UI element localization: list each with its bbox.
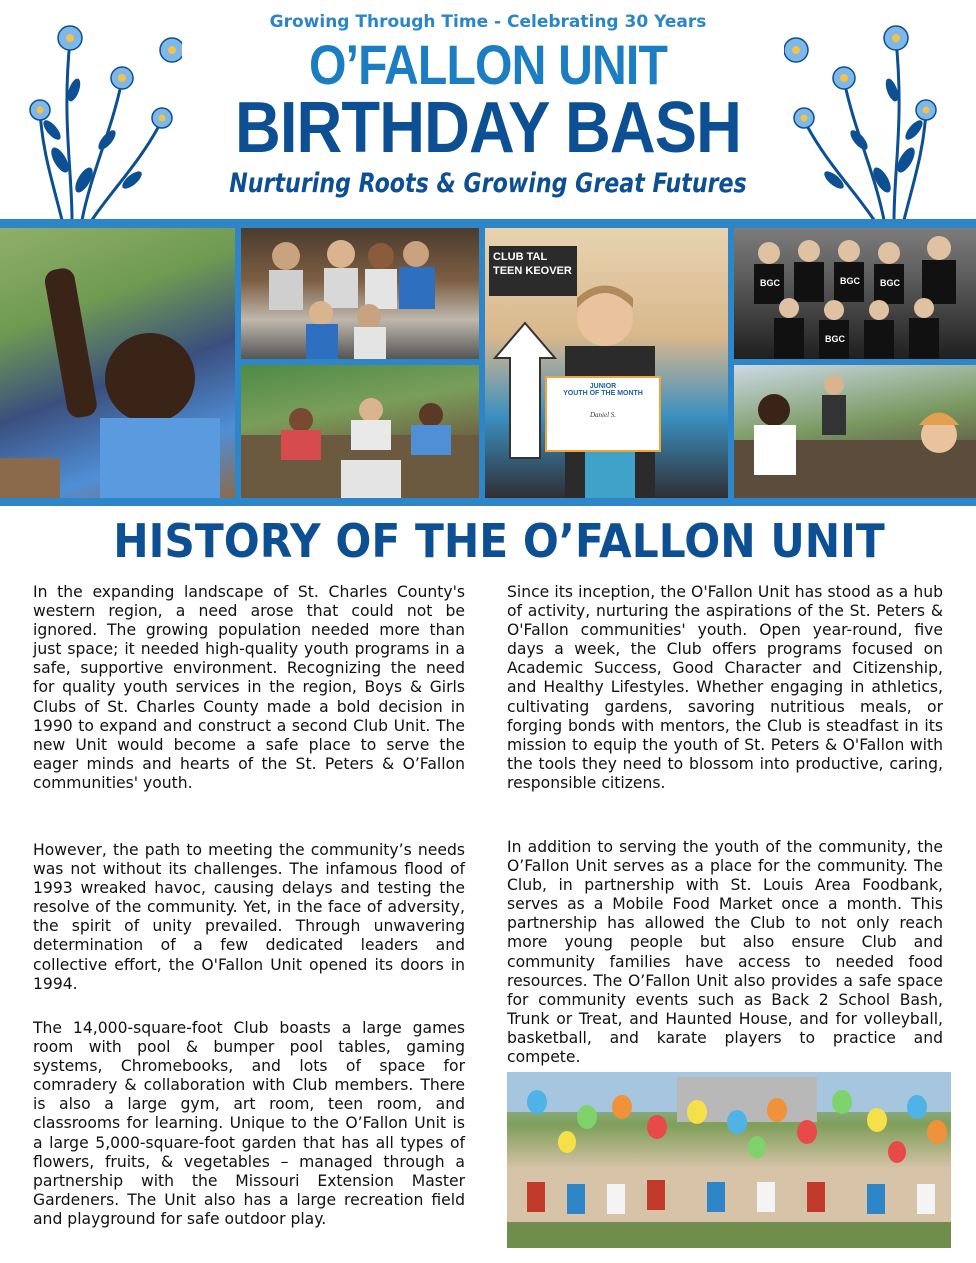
right-paragraph-1: Since its inception, the O'Fallon Unit has stood as a hub of activity, nurturing the aspirations of the St. Peters & O'Fallon communities' youth. Open year-round, five days a week, the Club offers programs focused on Academic Success, Good Character and Citizenship, and Healthy Lifestyles. Whether engaging in athletics, cultivating gardens, savoring nutritious meals, or forging bonds with mentors, the Club is steadfast in its mission to equip the youth of St. Peters & O'Fallon with the tools they need to blossom into productive, caring, responsible citizens. (507, 583, 943, 792)
event-title: BIRTHDAY BASH (234, 88, 742, 168)
photo-team-bgc (734, 228, 976, 359)
photo-balloon-release (507, 1072, 951, 1248)
unit-title: O’FALLON UNIT (308, 33, 668, 96)
photo-group-kids (241, 228, 479, 359)
left-paragraph-2: However, the path to meeting the community’s needs was not without its challenges. The infamous flood of 1993 wreaked havoc, causing delays and testing the resolve of the community. Yet, in the face of adversity, the spirit of unity prevailed. Through unwavering determination of a few dedicated leaders and collective effort, the O'Fallon Unit opened its doors in 1994. (33, 841, 465, 993)
flower-decoration-right (784, 10, 944, 220)
shirt-label: BGC (760, 278, 780, 288)
left-paragraph-3: The 14,000-square-foot Club boasts a large games room with pool & bumper pool tables, gaming systems, Chromebooks, and lots of space for comradery & collaboration with Club members. There is also a large gym, art room, teen room, and classrooms for learning. Unique to the O’Fallon Unit is a large 5,000-square-foot garden that has all types of flowers, fruits, & vegetables – managed through a partnership with the Missouri Extension Master Gardeners. The Unit also has a large recreation field and playground for safe outdoor play. (33, 1019, 465, 1228)
photo-garden-planting (734, 365, 976, 498)
shirt-label: BGC (880, 278, 900, 288)
photo-teen-pointing (0, 228, 235, 498)
photo-youth-of-month (485, 228, 728, 498)
certificate-line-2: YOUTH OF THE MONTH (563, 390, 643, 397)
teen-takeover-sign: CLUB TAL TEEN KEOVER (489, 246, 577, 296)
shirt-label: BGC (825, 334, 845, 344)
certificate-name: Daniel S. (589, 411, 617, 419)
certificate-line-1: JUNIOR (589, 383, 617, 390)
left-paragraph-1: In the expanding landscape of St. Charles County's western region, a need arose that could not be ignored. The growing population needed more than just space; it needed high-quality youth programs in a safe, supportive environment. Recognizing the need for quality youth services in the region, Boys & Girls Clubs of St. Charles County made a bold decision in 1990 to expand and construct a second Club Unit. The new Unit would become a safe place to serve the eager minds and hearts of the St. Peters & O’Fallon communities' youth. (33, 583, 465, 792)
right-paragraph-2: In addition to serving the youth of the community, the O’Fallon Unit serves as a place for the community. The Club, in partnership with St. Louis Area Foodbank, serves as a Mobile Food Market once a month. This partnership has allowed the Club to not only reach more young people but also ensure Club and community families have access to needed food resources. The O’Fallon Unit also provides a safe space for community events such as Back 2 School Bash, Trunk or Treat, and Haunted House, and for volleyball, basketball, and karate players to practice and compete. (507, 838, 943, 1067)
certificate (545, 376, 661, 452)
shirt-label: BGC (840, 276, 860, 286)
header-banner (0, 0, 976, 220)
section-heading: HISTORY OF THE O’FALLON UNIT (113, 514, 885, 568)
tagline: Growing Through Time - Celebrating 30 Years (269, 12, 707, 32)
subtitle: Nurturing Roots & Growing Great Futures (229, 168, 747, 199)
photo-garden-kids (241, 365, 479, 498)
